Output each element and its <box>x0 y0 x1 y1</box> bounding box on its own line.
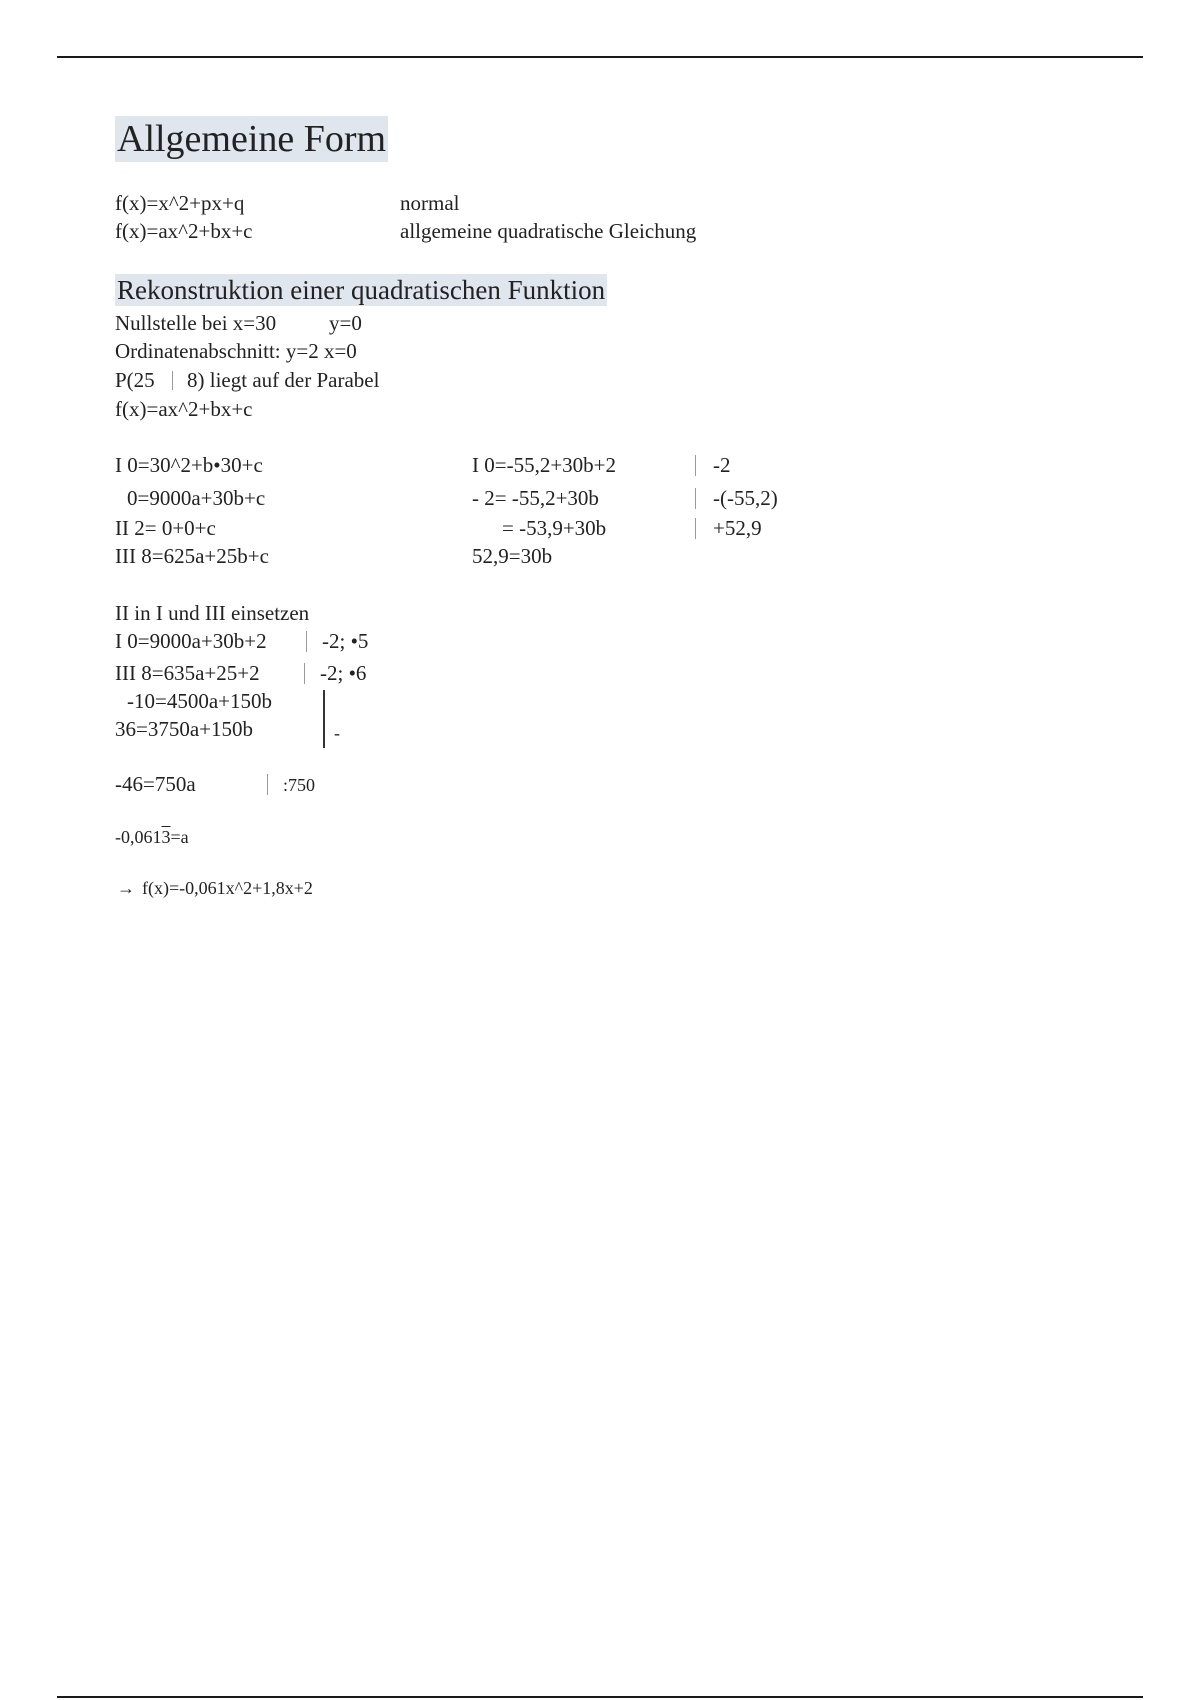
form-general-desc: allgemeine quadratische Gleichung <box>400 219 697 243</box>
system-right-1-op: -2 <box>713 453 731 477</box>
heading-rekonstruktion: Rekonstruktion einer quadratischen Funktion <box>117 275 606 305</box>
system-left-4: III 8=625a+25b+c <box>115 544 269 568</box>
system-right-2-eq: - 2= -55,2+30b <box>472 486 599 510</box>
result-a-main: -0,061 <box>115 827 162 847</box>
system-left-2: 0=9000a+30b+c <box>127 486 266 510</box>
condition-point-a: P(25 <box>115 368 155 392</box>
substitution-op2: -2; •6 <box>320 661 367 685</box>
header-rule <box>57 56 1143 58</box>
footer-rule <box>57 1696 1143 1698</box>
separator-bar <box>172 371 173 390</box>
separator-bar <box>695 518 696 539</box>
condition-point-b: 8) liegt auf der Parabel <box>187 368 380 392</box>
system-left-3: II 2= 0+0+c <box>115 516 216 540</box>
separator-bar <box>695 488 696 509</box>
substitution-eq4: 36=3750a+150b <box>115 717 254 741</box>
form-normal-formula: f(x)=x^2+px+q <box>115 191 245 215</box>
system-right-4-eq: 52,9=30b <box>472 544 553 568</box>
result-a-end: =a <box>170 827 189 847</box>
result-a-repeating-digit: 3 <box>161 827 171 847</box>
condition-intercept: Ordinatenabschnitt: y=2 x=0 <box>115 339 357 363</box>
form-general-formula: f(x)=ax^2+bx+c <box>115 219 253 243</box>
substitution-eq1: I 0=9000a+30b+2 <box>115 629 267 653</box>
separator-bar <box>306 631 307 652</box>
substitution-title: II in I und III einsetzen <box>115 601 310 625</box>
separator-bar <box>267 774 268 795</box>
heading-allgemeine-form: Allgemeine Form <box>117 118 387 160</box>
separator-bar <box>304 663 305 684</box>
system-right-2-op: -(-55,2) <box>713 486 778 510</box>
system-right-3-eq: = -53,9+30b <box>502 516 607 540</box>
system-left-1: I 0=30^2+b•30+c <box>115 453 263 477</box>
condition-general: f(x)=ax^2+bx+c <box>115 397 253 421</box>
separator-bar <box>695 455 696 476</box>
subtraction-bar <box>323 690 325 748</box>
substitution-eq3: -10=4500a+150b <box>127 689 273 713</box>
form-normal-desc: normal <box>400 191 460 215</box>
substitution-eq2: III 8=635a+25+2 <box>115 661 260 685</box>
substitution-op5: :750 <box>283 775 316 795</box>
substitution-op34: - <box>334 723 340 743</box>
system-right-3-op: +52,9 <box>713 516 762 540</box>
condition-zero-y: y=0 <box>329 311 362 335</box>
system-right-1-eq: I 0=-55,2+30b+2 <box>472 453 617 477</box>
condition-zero: Nullstelle bei x=30 <box>115 311 277 335</box>
result-a <box>115 826 189 848</box>
substitution-op1: -2; •5 <box>322 629 369 653</box>
final-function: f(x)=-0,061x^2+1,8x+2 <box>142 878 313 898</box>
arrow-icon: → <box>117 878 135 898</box>
substitution-eq5: -46=750a <box>115 772 196 796</box>
